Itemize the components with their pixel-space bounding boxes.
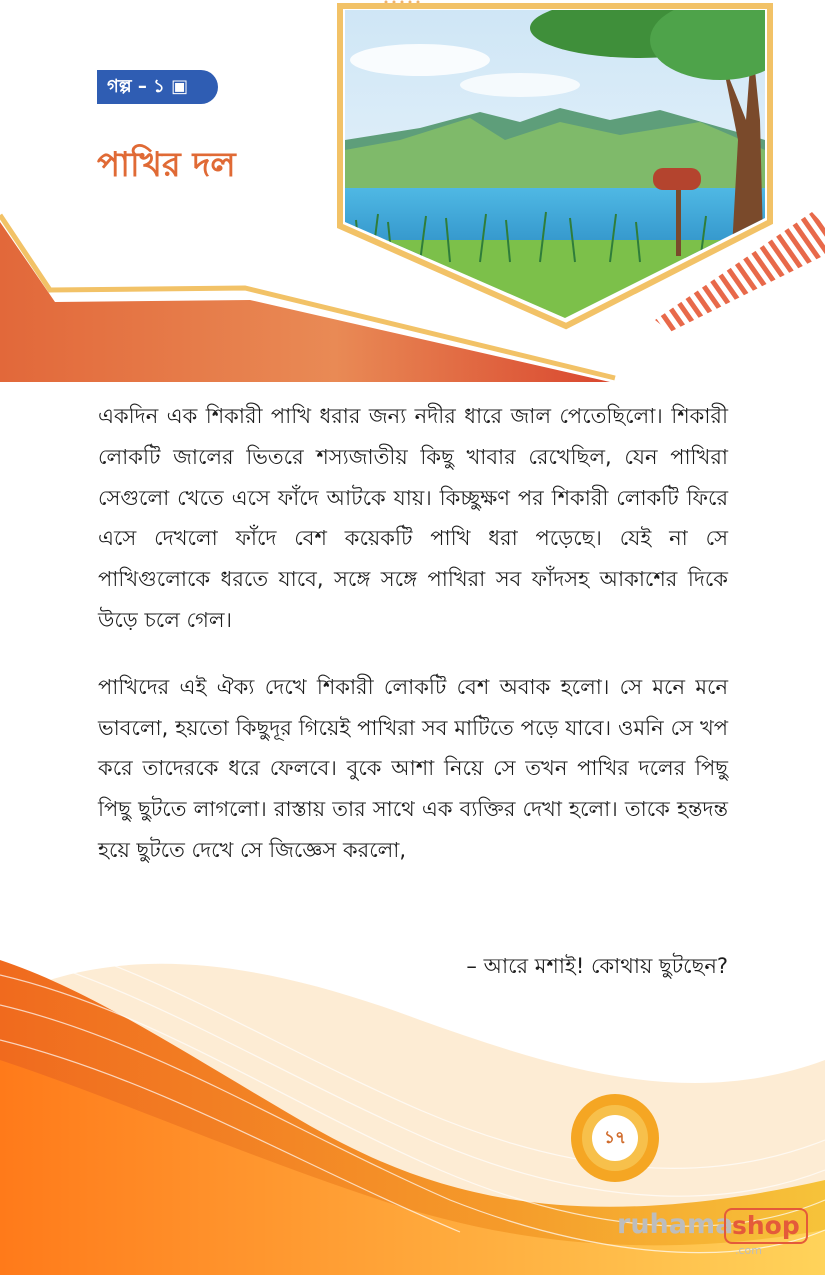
paragraph: পাখিদের এই ঐক্য দেখে শিকারী লোকটি বেশ অবাক হলো। সে মনে মনে ভাবলো, হয়তো কিছুদূর গিয়েই পাখিরা সব মাটিতে পড়ে যাবে। ওমনি সে খপ করে তাদেরকে ধরে ফেলবে। বুকে আশা নিয়ে সে তখন পাখির দলের পিছু পিছু ছুটতে লাগলো। রাস্তায় তার সাথে এক ব্যক্তির দেখা হলো। তাকে হন্তদন্ত হয়ে ছুটতে দেখে সে জিজ্ঞেস করলো,: [98, 674, 728, 862]
brand-shop: shop: [724, 1208, 808, 1244]
story-title: পাখির দল: [97, 145, 236, 185]
page-number: ১৭: [603, 1128, 627, 1148]
brand-domain: .com: [735, 1244, 762, 1257]
paragraph: একদিন এক শিকারী পাখি ধরার জন্য নদীর ধারে জাল পেতেছিলো। শিকারী লোকটি জালের ভিতরে শস্যজাতীয় কিছু খাবার রেখেছিল, যেন পাখিরা সেগুলো খেতে এসে ফাঁদে আটকে যায়। কিচ্ছুক্ষণ পর শিকারী লোকটি ফিরে এসে দেখলো ফাঁদে বেশ কয়েকটি পাখি ধরা পড়েছে। যেই না সে পাখিগুলোকে ধরতে যাবে, সঙ্গে সঙ্গে পাখিরা সব ফাঁদসহ আকাশের দিকে উড়ে চলে গেল।: [98, 404, 728, 632]
dialogue-line: – আরে মশাই! কোথায় ছুটছেন?: [466, 954, 728, 978]
brand-name: ruhama: [617, 1209, 734, 1240]
story-body: [98, 396, 728, 897]
brand-logo: [617, 1205, 802, 1260]
story-label: গল্প – ১ ▣: [97, 70, 218, 104]
